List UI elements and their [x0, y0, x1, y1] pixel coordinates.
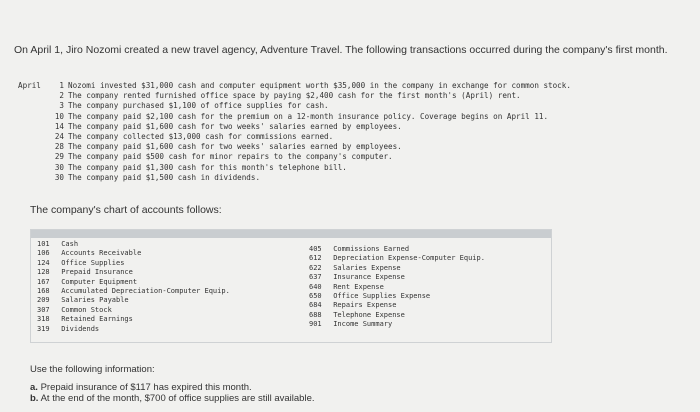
info-item: [30, 382, 315, 393]
transaction-row: [18, 173, 698, 183]
account-name: Commissions Earned: [333, 245, 410, 253]
info-item: [30, 393, 315, 404]
account-name: Insurance Expense: [333, 273, 405, 282]
account-number: 101: [37, 240, 50, 248]
account-row: [309, 301, 485, 310]
account-name: Dividends: [61, 324, 100, 333]
account-number: 307: [37, 305, 50, 314]
account-number: 319: [37, 324, 50, 333]
account-number: 168: [37, 286, 50, 295]
account-name: Depreciation Expense-Computer Equip.: [333, 254, 485, 263]
transaction-day: 30: [54, 162, 64, 172]
chart-of-accounts-box: [30, 229, 552, 343]
account-name: Prepaid Insurance: [61, 268, 133, 277]
transaction-text: The company paid $1,300 cash for this month's telephone bill.: [68, 162, 347, 172]
account-number: 209: [37, 296, 50, 305]
account-number: 901: [309, 320, 322, 329]
transaction-day: 30: [54, 172, 64, 182]
account-row: [309, 245, 485, 254]
account-name: Salaries Payable: [61, 296, 129, 305]
adjustment-info-list: [30, 382, 315, 404]
transaction-text: The company paid $1,600 cash for two weeks' salaries earned by employees.: [68, 121, 402, 131]
use-following-title: Use the following information:: [30, 364, 155, 375]
intro-paragraph: On April 1, Jiro Nozomi created a new travel agency, Adventure Travel. The following transactions occurred during the company's first month.: [14, 44, 668, 56]
account-row: [37, 249, 230, 258]
transaction-day: 10: [54, 111, 64, 121]
transaction-row: [18, 142, 698, 152]
account-name: Telephone Expense: [333, 310, 405, 319]
account-row: [37, 268, 230, 277]
transaction-day: 3: [59, 101, 64, 111]
account-row: [37, 278, 230, 287]
transaction-text: The company paid $2,100 cash for the premium on a 12-month insurance policy. Coverage begins on April 11.: [68, 111, 549, 121]
transaction-row: [18, 132, 698, 142]
transaction-text: The company paid $1,500 cash in dividends.: [68, 172, 261, 182]
transaction-row: [18, 91, 698, 101]
account-row: [309, 320, 485, 329]
transaction-text: The company paid $500 cash for minor repairs to the company's computer.: [68, 152, 393, 162]
transaction-row: [18, 101, 698, 111]
transaction-text: The company rented furnished office space by paying $2,400 cash for the first month's (April) rent.: [68, 91, 521, 101]
account-number: 622: [309, 263, 322, 272]
account-name: Office Supplies: [61, 258, 125, 267]
account-name: Computer Equipment: [61, 277, 138, 286]
account-row: [309, 311, 485, 320]
transaction-row: [18, 122, 698, 132]
transaction-day: 2: [59, 91, 64, 101]
account-number: 640: [309, 282, 322, 291]
info-text: At the end of the month, $700 of office supplies are still available.: [40, 393, 315, 404]
box-header-band: [31, 230, 551, 238]
account-row: [309, 264, 485, 273]
account-name: Income Summary: [333, 320, 393, 329]
month-label: April: [18, 81, 41, 90]
transaction-day: 24: [54, 131, 64, 141]
account-number: 124: [37, 258, 50, 267]
account-number: 405: [309, 245, 322, 253]
info-text: Prepaid insurance of $117 has expired this month.: [40, 382, 252, 393]
account-name: Cash: [61, 240, 79, 248]
account-number: 650: [309, 291, 322, 300]
account-row: [309, 273, 485, 282]
accounts-left-column: [37, 240, 230, 334]
account-name: Accounts Receivable: [61, 249, 142, 258]
info-letter: b.: [30, 393, 39, 404]
chart-of-accounts-title: The company's chart of accounts follows:: [30, 204, 222, 216]
transaction-row: [18, 81, 698, 91]
account-row: [309, 254, 485, 263]
account-name: Accumulated Depreciation-Computer Equip.: [61, 286, 230, 295]
transaction-text: The company collected $13,000 cash for commissions earned.: [68, 131, 334, 141]
account-name: Office Supplies Expense: [333, 291, 431, 300]
account-number: 318: [37, 315, 50, 324]
account-row: [309, 292, 485, 301]
transaction-row: [18, 163, 698, 173]
transaction-row: [18, 112, 698, 122]
account-row: [37, 306, 230, 315]
account-name: Common Stock: [61, 305, 112, 314]
account-number: 128: [37, 268, 50, 277]
transaction-text: The company paid $1,600 cash for two weeks' salaries earned by employees.: [68, 142, 402, 152]
transactions-list: [18, 81, 698, 183]
account-row: [37, 287, 230, 296]
account-number: 684: [309, 301, 322, 310]
transaction-text: The company purchased $1,100 of office supplies for cash.: [68, 101, 329, 111]
info-letter: a.: [30, 382, 38, 393]
account-row: [37, 315, 230, 324]
transaction-text: Nozomi invested $31,000 cash and computer equipment worth $35,000 in the company in exchange for common stock.: [68, 81, 571, 90]
account-number: 637: [309, 273, 322, 282]
account-number: 106: [37, 249, 50, 258]
account-name: Rent Expense: [333, 282, 384, 291]
transaction-day: 28: [54, 142, 64, 152]
transaction-day: 29: [54, 152, 64, 162]
account-name: Retained Earnings: [61, 315, 133, 324]
account-number: 167: [37, 277, 50, 286]
account-row: [309, 283, 485, 292]
account-name: Salaries Expense: [333, 263, 401, 272]
accounts-right-column: [309, 245, 485, 330]
account-row: [37, 259, 230, 268]
account-row: [37, 296, 230, 305]
transaction-day: 14: [54, 121, 64, 131]
account-number: 688: [309, 310, 322, 319]
transaction-row: [18, 152, 698, 162]
account-name: Repairs Expense: [333, 301, 397, 310]
account-number: 612: [309, 254, 322, 263]
transaction-day: 1: [59, 81, 64, 90]
account-row: [37, 240, 230, 249]
account-row: [37, 325, 230, 334]
